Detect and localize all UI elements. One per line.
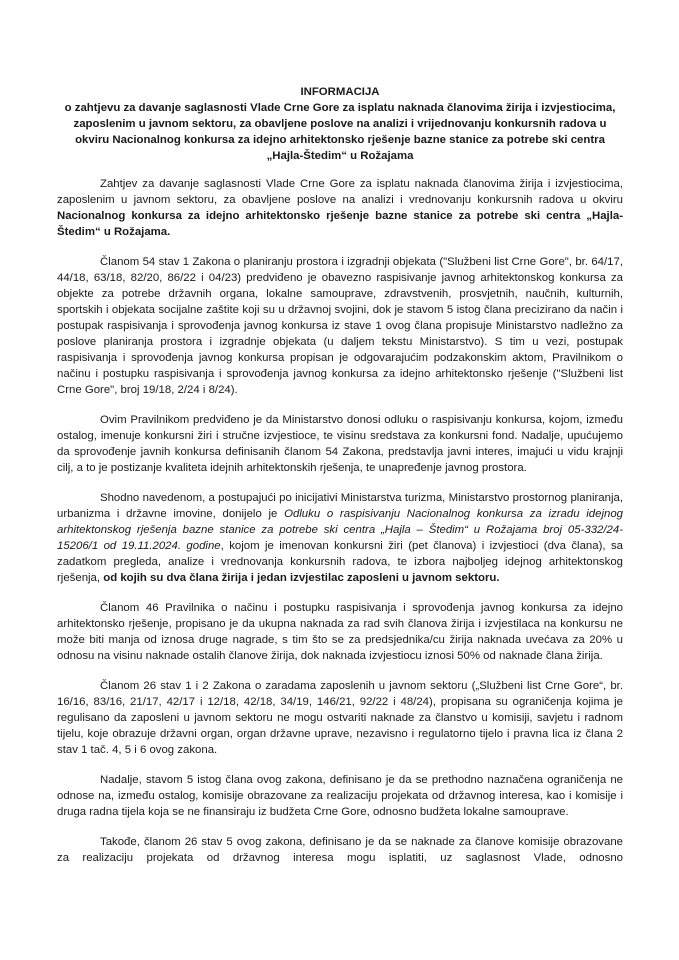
paragraph-article-26: Članom 26 stav 1 i 2 Zakona o zaradama zaposlenih u javnom sektoru („Službeni list Crne Gore“, br. 16/16, 83/16, 21/17, 42/17 i 12/18, 42/18, 34/19, 146/21, 92/22 i 48/24), propisana su ograničenja kojima je regulisano da zaposleni u javnom sektoru ne mogu ostvariti naknade za članstvo u komisiji, savjetu i radnom tijelu, koje obrazuje državni organ, organ državne uprave, nezavisno i regulatorno tijelo i pravna lica iz člana 2 stav 1 tač. 4, 5 i 6 ovog zakona. [57, 680, 623, 756]
paragraph-article-54: Članom 54 stav 1 Zakona o planiranju prostora i izgradnji objekata ("Službeni list Crne Gore", br. 64/17, 44/18, 63/18, 82/20, 86/22 i 04/23) predviđeno je obavezno raspisivanje javnog arhitektonskog konkursa za objekte za potrebe državnih organa, lokalne samouprave, zdravstvenih, prosvjetnih, naučnih, kulturnih, sportskih i objekata socijalne zaštite koji su u državnoj svojini, dok je stavom 5 istog člana precizirano da način i postupak raspisivanja i sprovođenja javnog konkursa iz stave 1 ovog člana propisuje Ministarstvo nadležno za poslove planiranja prostora i izgradnje objekata (u daljem tekstu Ministarstvo). S tim u vezi, postupak raspisivanja i sprovođenja javnog konkursa propisan je odgovarajućim podzakonskim aktom, Pravilnikom o načinu i postupku raspisivanja i sprovođenja javnog konkursa za idejno arhitektonsko rješenje ("Službeni list Crne Gore", broj 19/18, 2/24 i 8/24). [57, 256, 623, 396]
paragraph-rulebook: Ovim Pravilnikom predviđeno je da Ministarstvo donosi odluku o raspisivanju konkursa, kojom, između ostalog, imenuje konkursni žiri i stručne izvjestioce, te visinu sredstava za konkursni fond. Nadalje, upućujemo da sprovođenje javnih konkursa definisanih članom 54 Zakona, predstavlja javni interes, imajući u vidu krajnji cilj, a to je postizanje kvaliteta idejnih arhitektonskih rješenja, te unapređenje javnog prostora. [57, 414, 623, 474]
paragraph-text: , kojom je imenovan konkursni žiri (pet članova) i izvjestioci (dva člana), sa zadatkom pregleda, analize i vrednovanja konkursnih radova, te izbora najboljeg idejnog arhitektonskog rješenja, [57, 540, 623, 584]
paragraph-text: Shodno navedenom, a postupajući po inicijativi Ministarstva turizma, Ministarstvo prostornog planiranja, urbanizma i državne imovine, donijelo je [57, 492, 623, 520]
paragraph-request [57, 176, 623, 240]
document-heading: INFORMACIJA [300, 86, 380, 98]
paragraph-bold-text: Nacionalnog konkursa za idejno arhitektonsko rješenje bazne stanice za potrebe ski centra „Hajla-Štedim“ u Rožajama. [57, 210, 623, 238]
document-page [57, 84, 623, 880]
paragraph-bold-text: od kojih su dva člana žirija i jedan izvjestilac zaposleni u javnom sektoru. [103, 572, 500, 584]
paragraph-also: Takođe, članom 26 stav 5 ovog zakona, definisano je da se naknade za članove komisije obrazovane za realizaciju projekata od državnog interesa mogu isplatiti, uz saglasnost Vlade, odnosno [57, 836, 623, 864]
paragraph-text: Zahtjev za davanje saglasnosti Vlade Crne Gore za isplatu naknada članovima žirija i izvjestiocima, zaposlenim u javnom sektoru, za obavljene poslove na analizi i vrednovanju konkursnih radova u okviru [57, 178, 623, 206]
paragraph-article-46: Članom 46 Pravilnika o načinu i postupku raspisivanja i sprovođenja javnog konkursa za idejno arhitektonsko rješenje, propisano je da ukupna naknada za rad svih članova žirija i izvjestilaca na konkursu ne može biti manja od iznosa druge nagrade, s tim što se za predsjednika/cu žirija naknada uvećava za 20% u odnosu na visinu naknade ostalih članove žirija, dok naknada izvjestiocu iznosi 50% od naknade člana žirija. [57, 602, 623, 662]
paragraph-decision [57, 490, 623, 586]
document-subtitle: o zahtjevu za davanje saglasnosti Vlade Crne Gore za isplatu naknada članovima žirija i izvjestiocima, zaposlenim u javnom sektoru, za obavljene poslove na analizi i vrijednovanju konkursnih radova u okviru Nacionalnog konkursa za idejno arhitektonsko rješenje bazne stanice za potrebe ski centra „Hajla-Štedim“ u Rožajama [64, 102, 616, 162]
document-title-block [57, 84, 623, 164]
paragraph-italic-text: Odluku o raspisivanju Nacionalnog konkursa za izradu idejnog arhitektonskog rješenja bazne stanice za potrebe ski centra „Hajla – Štedim“ u Rožajama broj 05-332/24-15206/1 od 19.11.2024. godine [57, 508, 623, 552]
paragraph-paragraph-5: Nadalje, stavom 5 istog člana ovog zakona, definisano je da se prethodno naznačena ograničenja ne odnose na, između ostalog, komisije obrazovane za realizaciju projekata od državnog interesa, kao i komisije i druga radna tijela koja se ne finansiraju iz budžeta Crne Gore, odnosno budžeta lokalne samouprave. [57, 774, 623, 818]
